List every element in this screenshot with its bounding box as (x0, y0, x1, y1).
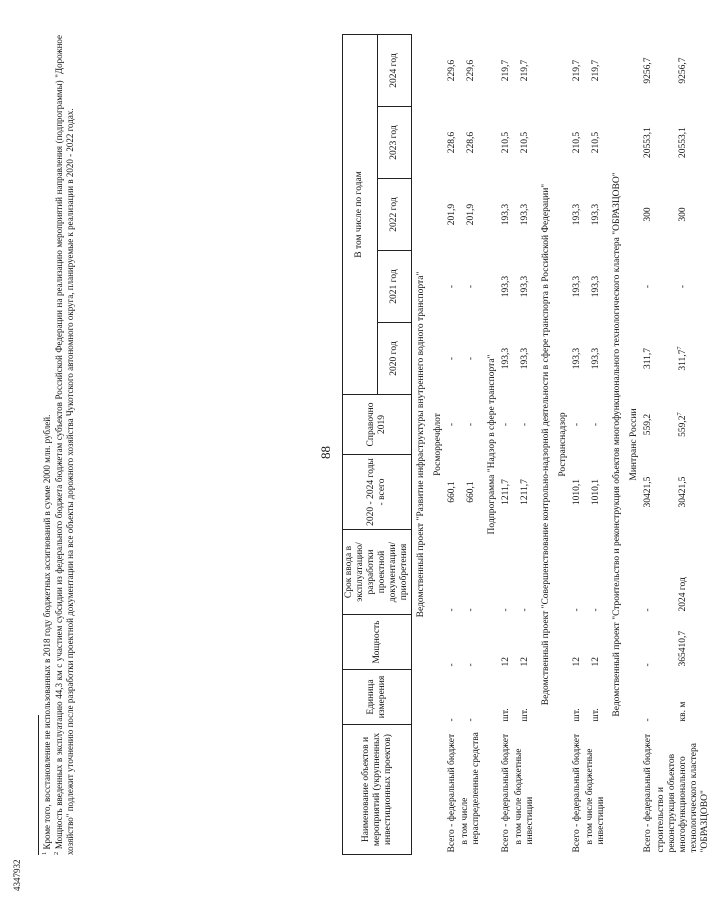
table-row (459, 35, 483, 855)
cell-2024: 9256,7 (643, 57, 653, 84)
cell-term: - (643, 608, 653, 612)
footnote-mark: 2 (52, 851, 60, 855)
row-name: Всего - федеральный бюджет (643, 733, 653, 853)
cell-2022: 300 (678, 207, 688, 222)
cell-2021: 193,3 (572, 275, 582, 298)
table-row (655, 35, 712, 855)
table-row (500, 35, 513, 855)
col-header-year: 2022 год (377, 179, 412, 251)
cell-capacity: 12 (519, 657, 530, 667)
cell-2024: 9256,7 (678, 57, 688, 84)
footnote-text: Мощность введенных в эксплуатацию 44,3 км с участием субсидии из федерального бюджета бюджетам субъектов Российской Федерации на реализацию мероприятий направления (подпрограммы) "Дорожное хозяйство" подлежит уточнению после разработки проектной документации на все объекты дорожного хозяйства Чукотского автономного округа, планируемые к реализации в 2020 - 2022 годах. (53, 35, 75, 855)
cell-unit: кв. м (678, 701, 688, 722)
cell-2020 (655, 323, 712, 395)
cell-2020-value: 311,7 (678, 349, 688, 371)
col-header-total: 2020 - 2024 годы - всего (343, 455, 412, 530)
cell-2021: 193,3 (501, 275, 511, 298)
cell-2022: 300 (643, 207, 653, 222)
cell-2022: 193,3 (590, 203, 601, 226)
investment-table (342, 34, 712, 855)
cell-ref: - (465, 422, 476, 427)
section-subtitle: Ространснадзор (558, 412, 568, 477)
footnote-ref: 7 (675, 346, 683, 350)
cell-2023: 210,5 (501, 131, 511, 154)
footnote-1 (42, 35, 54, 855)
table-body (412, 35, 712, 855)
cell-2024: 219,7 (572, 59, 582, 82)
cell-term: - (572, 608, 582, 612)
section-title: Ведомственный проект "Строительство и реконструкция объектов многофункционального технологического кластера "ОБРАЗЦОВО" (612, 172, 622, 717)
cell-2024: 219,7 (501, 59, 511, 82)
cell-2023: 20553,1 (678, 127, 688, 158)
cell-2020: - (447, 356, 457, 361)
cell-ref: 559,2 (643, 413, 653, 436)
cell-2024: 219,7 (519, 59, 530, 82)
footnote-text: Кроме того, восстановление не использованных в 2018 году бюджетных ассигнований в сумме 2000 млн. рублей. (42, 414, 52, 850)
cell-2023: 228,6 (447, 131, 457, 154)
cell-2021: - (678, 284, 688, 289)
cell-2022: 193,3 (519, 203, 530, 226)
cell-total: 30421,5 (678, 476, 688, 508)
cell-2023: 20553,1 (643, 127, 653, 158)
cell-2022: 201,9 (465, 203, 476, 226)
row-name: Всего - федеральный бюджет (572, 733, 582, 853)
cell-2021: 193,3 (519, 275, 530, 298)
cell-2023: 210,5 (590, 131, 601, 154)
cell-total: 1010,1 (590, 478, 601, 506)
col-header-name: Наименование объектов и мероприятий (укрупненных инвестиционных проектов) (343, 725, 412, 855)
table-row (584, 35, 608, 855)
cell-2024: 219,7 (590, 59, 601, 82)
cell-total: 1010,1 (572, 478, 582, 506)
cell-ref (655, 395, 712, 455)
cell-ref: - (519, 422, 530, 427)
cell-unit: - (465, 718, 476, 722)
table-row (513, 35, 537, 855)
cell-unit: - (643, 718, 653, 722)
col-header-year: 2023 год (377, 107, 412, 179)
row-name: в том числе бюджетные инвестиции (585, 748, 606, 845)
cell-2024: 229,6 (447, 59, 457, 82)
cell-2020: 193,3 (501, 347, 511, 370)
cell-capacity: 365410,7 (678, 630, 688, 667)
cell-ref: - (447, 422, 457, 427)
cell-ref: - (501, 422, 511, 427)
cell-total: 1211,7 (501, 479, 511, 505)
cell-2020: 193,3 (590, 347, 601, 370)
cell-unit: шт. (519, 708, 530, 722)
cell-term: - (519, 608, 530, 612)
cell-ref: - (590, 422, 601, 427)
col-header-year: 2021 год (377, 251, 412, 323)
cell-2023: 228,6 (465, 131, 476, 154)
cell-unit: шт. (572, 708, 582, 722)
cell-ref-value: 559,2 (678, 415, 688, 437)
col-header-term: Срок ввода в эксплуатацию/ разработки проектной документации/ приобретения (343, 530, 412, 615)
col-header-year: 2024 год (377, 35, 412, 107)
cell-capacity: 12 (590, 657, 601, 667)
cell-2022: 193,3 (572, 203, 582, 226)
document-id: 4347932 (12, 859, 22, 891)
cell-2021: 193,3 (590, 275, 601, 298)
row-name: Всего - федеральный бюджет (501, 733, 511, 853)
section-title: Подпрограмма "Надзор в сфере транспорта" (487, 354, 497, 535)
cell-unit: шт. (590, 708, 601, 722)
cell-2020: 311,7 (643, 347, 653, 370)
cell-term: - (447, 608, 457, 612)
table-row (446, 35, 459, 855)
page-number: 88 (318, 446, 333, 459)
section-subtitle: Минтранс России (629, 408, 639, 481)
cell-term: - (465, 608, 476, 612)
footnotes (38, 35, 77, 855)
row-name: в том числе нераспределенные средства (460, 732, 481, 845)
cell-capacity: - (643, 663, 653, 667)
cell-2021: - (465, 284, 476, 289)
col-header-capacity: Мощность (343, 615, 412, 670)
cell-unit: - (447, 718, 457, 722)
row-name: строительство и реконструкция объектов многофункционального технологического кластера "ОБРАЗЦОВО" (656, 743, 710, 853)
table-row (642, 35, 655, 855)
cell-2022: 201,9 (447, 203, 457, 226)
row-name: Всего - федеральный бюджет (447, 733, 457, 853)
table-row (571, 35, 584, 855)
col-header-unit: Единица измерения (343, 670, 412, 725)
cell-term: - (501, 608, 511, 612)
footnote-divider (38, 715, 39, 855)
cell-total: 1211,7 (519, 479, 530, 505)
cell-total: 30421,5 (643, 476, 653, 508)
cell-2024: 229,6 (465, 59, 476, 82)
col-header-by-year: В том числе по годам (343, 35, 378, 395)
cell-total: 660,1 (465, 481, 476, 503)
row-name: в том числе бюджетные инвестиции (514, 748, 535, 845)
cell-2020: 193,3 (519, 347, 530, 370)
cell-unit: шт. (501, 708, 511, 722)
section-subtitle: Росморречфлот (433, 413, 443, 476)
cell-2021: - (643, 284, 653, 289)
cell-2023: 210,5 (572, 131, 582, 154)
cell-2021: - (447, 284, 457, 289)
cell-total: 660,1 (447, 481, 457, 503)
cell-2020: - (465, 356, 476, 361)
cell-capacity: 12 (501, 657, 511, 667)
cell-term: - (590, 608, 601, 612)
cell-2022: 193,3 (501, 203, 511, 226)
footnote-mark: 1 (41, 851, 48, 855)
cell-2023: 210,5 (519, 131, 530, 154)
footnote-ref: 7 (675, 412, 683, 416)
cell-capacity: - (447, 663, 457, 667)
section-title: Ведомственный проект "Совершенствование контрольно-надзорной деятельности в сфере транспорта в Российской Федерации" (541, 183, 551, 706)
col-header-year: 2020 год (377, 323, 412, 395)
cell-capacity: - (465, 663, 476, 667)
footnote-2 (54, 35, 77, 855)
section-title: Ведомственный проект "Развитие инфраструктуры внутреннего водного транспорта" (416, 271, 426, 618)
col-header-ref: Справочно 2019 (343, 395, 412, 455)
cell-2020: 193,3 (572, 347, 582, 370)
cell-term: 2024 год (678, 577, 688, 612)
cell-ref: - (572, 422, 582, 427)
cell-capacity: 12 (572, 657, 582, 667)
